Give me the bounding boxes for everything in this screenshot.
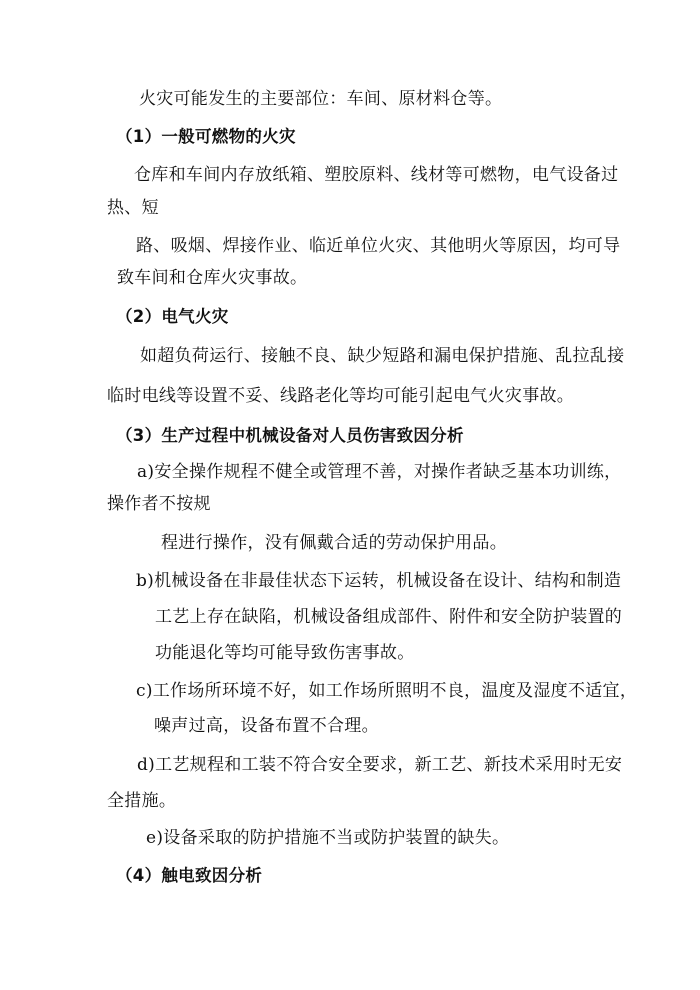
paragraph-line: 操作者不按规 — [107, 494, 211, 514]
section-heading-general-combustibles: （1）一般可燃物的火灾 — [116, 127, 296, 146]
paragraph-line: 全措施。 — [107, 791, 177, 811]
paragraph-line: 噪声过高，设备布置不合理。 — [154, 716, 379, 736]
paragraph-line: d)工艺规程和工装不符合安全要求，新工艺、新技术采用时无安 — [137, 755, 623, 775]
section-heading-electrical-fire: （2）电气火灾 — [116, 307, 229, 326]
paragraph-line: 仓库和车间内存放纸箱、塑胶原料、线材等可燃物，电气设备过 — [134, 165, 619, 185]
paragraph-line: 工艺上存在缺陷，机械设备组成部件、附件和安全防护装置的 — [155, 607, 623, 627]
paragraph-line: 功能退化等均可能导致伤害事故。 — [155, 643, 415, 663]
section-heading-electric-shock: （4）触电致因分析 — [116, 866, 263, 885]
paragraph-line: 路、吸烟、焊接作业、临近单位火灾、其他明火等原因，均可导 — [136, 236, 621, 256]
paragraph-line: 热、短 — [107, 198, 159, 218]
paragraph-line: 如超负荷运行、接触不良、缺少短路和漏电保护措施、乱拉乱接 — [140, 346, 625, 366]
intro-paragraph: 火灾可能发生的主要部位：车间、原材料仓等。 — [139, 89, 503, 109]
paragraph-line: c)工作场所环境不好，如工作场所照明不良，温度及湿度不适宜， — [136, 681, 638, 701]
paragraph-line: 致车间和仓库火灾事故。 — [117, 268, 308, 288]
paragraph-line: a)安全操作规程不健全或管理不善，对操作者缺乏基本功训练， — [137, 462, 622, 482]
paragraph-line: 临时电线等设置不妥、线路老化等均可能引起电气火灾事故。 — [107, 386, 575, 406]
paragraph-line: 程进行操作，没有佩戴合适的劳动保护用品。 — [161, 533, 507, 553]
paragraph-line: e)设备采取的防护措施不当或防护装置的缺失。 — [146, 828, 510, 848]
section-heading-machinery-injury: （3）生产过程中机械设备对人员伤害致因分析 — [116, 426, 464, 445]
paragraph-line: b)机械设备在非最佳状态下运转，机械设备在设计、结构和制造 — [136, 571, 622, 591]
